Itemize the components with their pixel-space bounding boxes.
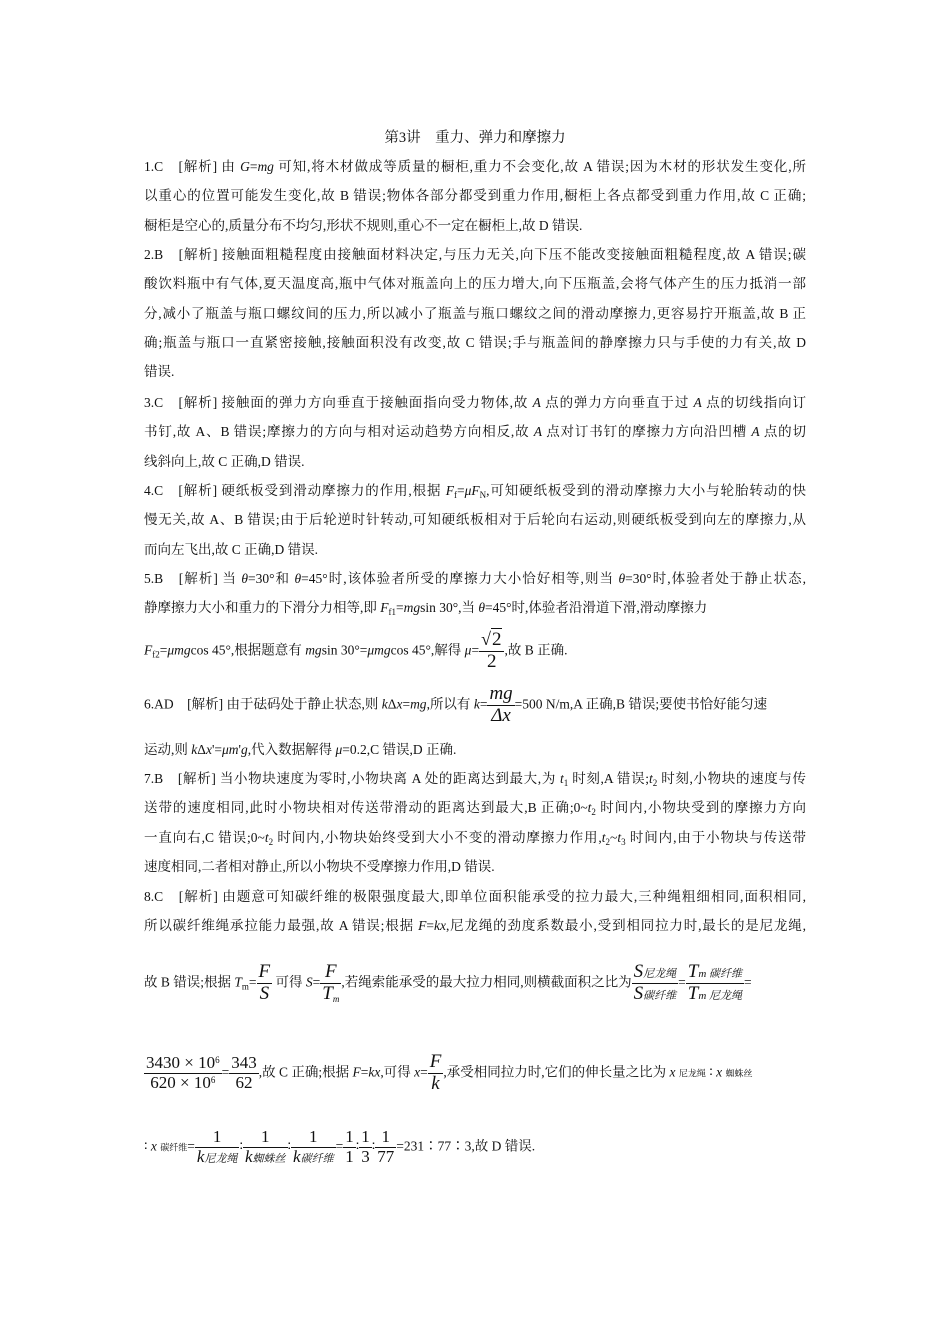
fraction: $\frac{F}{S}$	[258, 961, 271, 1004]
text-line: 酸饮料瓶中有气体,夏天温度高,瓶中气体对瓶盖向上的压力增大,向下压瓶盖,会将气体产生的压力抵消一部	[144, 276, 806, 292]
item-number: 6.AD	[144, 696, 174, 712]
text-line: 7.B [解析] 当小物块速度为零时,小物块离 A 处的距离达到最大,为 $t_1$ 时刻,A 错误$;t_2$ 时刻,小物块的速度与传	[144, 771, 807, 788]
solution-item-6: 6.AD [解析] 由于砝码处于静止状态,则 kΔx=mg,所以有 k= $\frac{mg}{\Delta x}$ =500 N/m,A 正确,B 错误;要使书恰好能匀速	[144, 683, 768, 726]
fraction: $\frac{343}{62}$	[231, 1053, 257, 1092]
equation-line: $\frac{3430 \times 10^6}{620 \times 10^6}$ = $\frac{343}{62}$ ,故 C 正确;根据 F=kx,可得 x= $\frac{F}{k}$ ,承受相同拉力时,它们的伸长量之比为 x 尼龙绳 ∶ x 蜘蛛丝	[146, 1051, 753, 1094]
text-line: 5.B [解析] 当 θ=30°和 θ=45°时,该体验者所受的摩擦力大小恰好相等,则当 θ=30°时,体验者处于静止状态,	[144, 571, 807, 586]
item-number: 2.B	[144, 247, 164, 262]
text-line: 错误.	[144, 364, 175, 380]
solution-item-2	[144, 240, 806, 386]
text-line: 一直向右,C 错误$;0\sim t_2$ 时间内,小物块始终受到大小不变的滑动摩擦力作用$,t_2\sim t_3$ 时间内,由于小物块与传送带	[144, 829, 807, 847]
item-number: 3.C	[144, 395, 164, 410]
fraction: $\frac{F}{T_m}$	[322, 961, 340, 1004]
text-line: 4.C [解析] 硬纸板受到滑动摩擦力的作用,根据 $F_f=\mu F_N$,可知硬纸板受到的滑动摩擦力大小与轮胎转动的快	[144, 483, 807, 500]
text-line: 1.C [解析] 由 G=mg 可知,将木材做成等质量的橱柜,重力不会变化,故 A 错误;因为木材的形状发生变化,所	[144, 159, 807, 174]
fraction: $\frac{1}{77}$	[377, 1127, 395, 1166]
text-line: 确;瓶盖与瓶口一直紧密接触,接触面积没有改变,故 C 错误;手与瓶盖间的静摩擦力只与手使的力有关,故 D	[144, 334, 806, 350]
solution-item-5	[144, 564, 806, 623]
solution-item-4	[144, 476, 806, 564]
fraction: $\frac{F}{k}$	[429, 1051, 442, 1094]
text-line: 3.C [解析] 接触面的弹力方向垂直于接触面指向受力物体,故 A 点的弹力方向垂直于过 A 点的切线指向订	[144, 395, 807, 410]
fraction: $\frac{mg}{\Delta x}$	[489, 683, 513, 726]
analysis-tag: [解析]	[187, 696, 224, 712]
text-line: 慢无关,故 A、B 错误;由于后轮逆时针转动,可知硬纸板相对于后轮向右运动,则硬纸板受到向左的摩擦力,从	[144, 512, 806, 528]
solution-item-3	[144, 388, 806, 476]
item-number: 5.B	[144, 571, 164, 586]
fraction: $\frac{\text{S尼龙绳}}{\text{S碳纤维}}$	[633, 961, 677, 1004]
analysis-tag: [解析]	[178, 159, 218, 174]
fraction: $\frac{1}{\text{k碳纤维}}$	[293, 1127, 334, 1166]
item-number: 1.C	[144, 159, 164, 174]
item-number: 4.C	[144, 483, 164, 498]
text-line: 送带的速度相同,此时小物块相对传送带滑动的距离达到最大,B 正确$;0\sim t_2$ 时间内,小物块受到的摩擦力方向	[144, 800, 807, 818]
equation-line: ∶ x 碳纤维= $\frac{1}{\text{k尼龙绳}}$ ∶ $\frac{1}{\text{k蜘蛛丝}}$ ∶ $\frac{1}{\text{k碳纤维}}$ = $\frac{1}{1}$ ∶ $\frac{1}{3}$ ∶ $\frac{1}{77}$ =231∶77∶3,故 D 错误.	[144, 1127, 536, 1166]
solution-item-7	[144, 764, 806, 881]
text-line: 而向左飞出,故 C 正确,D 错误.	[144, 541, 319, 557]
item-number: 8.C	[144, 889, 164, 904]
analysis-tag: [解析]	[177, 771, 216, 786]
fraction: $\frac{1}{\text{k蜘蛛丝}}$	[244, 1127, 286, 1166]
text-line: 所以碳纤维绳承拉能力最强,故 A 错误;根据 F=kx,尼龙绳的劲度系数最小,受到相同拉力时,最长的是尼龙绳,	[144, 918, 806, 934]
fraction: $\frac{\text{Tm 碳纤维}}{\text{Tm 尼龙绳}}$	[687, 961, 743, 1004]
text-line: 书钉,故 A、B 错误;摩擦力的方向与相对运动趋势方向相反,故 A 点对订书钉的摩擦力方向沿凹槽 A 点的切	[144, 424, 807, 440]
text-line: 线斜向上,故 C 正确,D 错误.	[144, 453, 305, 469]
item-number: 7.B	[144, 771, 164, 786]
fraction: $\frac{√2}{2}$	[479, 630, 504, 673]
text-line: 8.C [解析] 由题意可知碳纤维的极限强度最大,即单位面积能承受的拉力最大,三种绳粗细相同,面积相同,	[144, 889, 807, 904]
analysis-tag: [解析]	[178, 395, 218, 410]
solution-item-8	[144, 882, 806, 941]
equation-line: 故 B 错误;根据 $T_m=$ $\frac{F}{S}$ 可得 S= $\frac{F}{T_m}$ ,若绳索能承受的最大拉力相同,则横截面积之比为 $\frac{\text{S尼龙绳}}{\text{S碳纤维}}$ = $\frac{\text{Tm 碳纤维}}{\text{Tm 尼龙绳}}$ =	[144, 961, 752, 1004]
solution-item-1	[144, 152, 806, 240]
page-title: 第3讲 重力、弹力和摩擦力	[384, 130, 566, 146]
equation-line: $F_{f2}=\mu mgcos$ 45°,根据题意有 mgsin 30°=μmgcos 45°,解得 μ= $\frac{√2}{2}$ ,故 B 正确.	[144, 629, 568, 672]
text-line: 橱柜是空心的,质量分布不均匀,形状不规则,重心不一定在橱柜上,故 D 错误.	[144, 217, 583, 233]
text-line: 以重心的位置可能发生变化,故 B 错误;物体各部分都受到重力作用,橱柜上各点都受到重力作用,故 C 正确;	[144, 188, 806, 204]
text-line: 速度相同,二者相对静止,所以小物块不受摩擦力作用,D 错误.	[144, 858, 495, 874]
fraction: $\frac{1}{1}$	[345, 1127, 354, 1166]
analysis-tag: [解析]	[178, 247, 218, 262]
fraction: $\frac{1}{\text{k尼龙绳}}$	[196, 1127, 238, 1166]
text-line: 分,减小了瓶盖与瓶口螺纹间的压力,所以减小了瓶盖与瓶口螺纹之间的滑动摩擦力,更容易拧开瓶盖,故 B 正	[144, 305, 806, 321]
text-line: 2.B [解析] 接触面粗糙程度由接触面材料决定,与压力无关,向下压不能改变接触面粗糙程度,故 A 错误;碳	[144, 247, 806, 262]
fraction: $\frac{3430 \times 10^6}{620 \times 10^6}$	[146, 1053, 220, 1092]
analysis-tag: [解析]	[178, 483, 218, 498]
analysis-tag: [解析]	[178, 571, 218, 586]
text-line: 运动,则 kΔx'=μm'g,代入数据解得 μ=0.2,C 错误,D 正确.	[144, 742, 457, 757]
fraction: $\frac{1}{3}$	[361, 1127, 370, 1166]
analysis-tag: [解析]	[178, 889, 218, 904]
text-line: 静摩擦力大小和重力的下滑分力相等,即 $F_{f1}=mgsin$ 30°,当 θ=45°时,体验者沿滑道下滑,滑动摩擦力	[144, 600, 708, 618]
